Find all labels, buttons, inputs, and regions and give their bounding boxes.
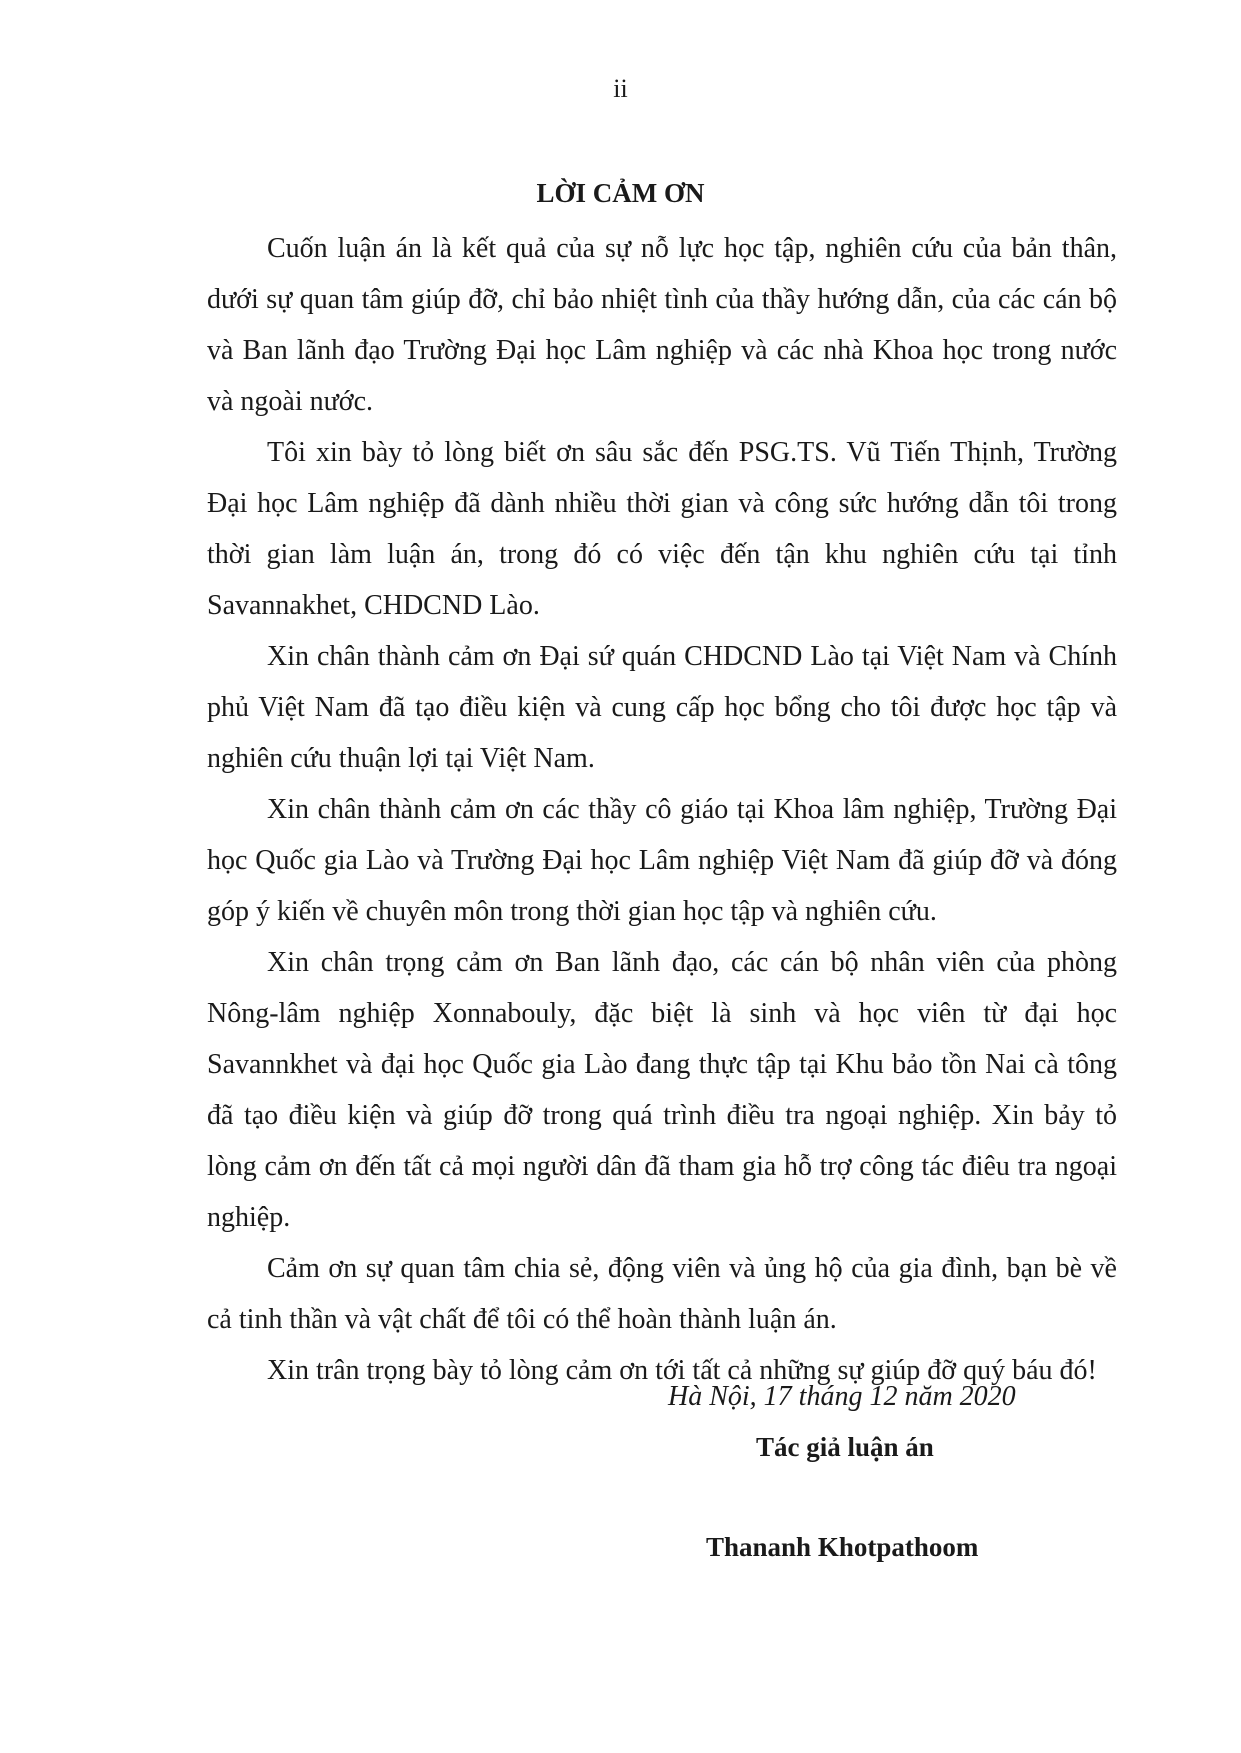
paragraph-3: Xin chân thành cảm ơn Đại sứ quán CHDCND Lào tại Việt Nam và Chính phủ Việt Nam đã tạo điều kiện và cung cấp học bổng cho tôi được học tập và nghiên cứu thuận lợi tại Việt Nam. bbox=[207, 641, 1117, 774]
paragraph-4: Xin chân thành cảm ơn các thầy cô giáo tại Khoa lâm nghiệp, Trường Đại học Quốc gia Lào và Trường Đại học Lâm nghiệp Việt Nam đã giúp đỡ và đóng góp ý kiến về chuyên môn trong thời gian học tập và nghiên cứu. bbox=[207, 794, 1117, 927]
page-number: ii bbox=[613, 74, 628, 103]
document-title: LỜI CẢM ƠN bbox=[536, 178, 705, 208]
paragraph-5: Xin chân trọng cảm ơn Ban lãnh đạo, các cán bộ nhân viên của phòng Nông-lâm nghiệp Xonnabouly, đặc biệt là sinh và học viên từ đại học Savannkhet và đại học Quốc gia Lào đang thực tập tại Khu bảo tồn Nai cà tông đã tạo điều kiện và giúp đỡ trong quá trình điều tra ngoại nghiệp. Xin bảy tỏ lòng cảm ơn đến tất cả mọi người dân đã tham gia hỗ trợ công tác điêu tra ngoại nghiệp. bbox=[207, 947, 1117, 1233]
paragraph-1: Cuốn luận án là kết quả của sự nỗ lực học tập, nghiên cứu của bản thân, dưới sự quan tâm giúp đỡ, chỉ bảo nhiệt tình của thầy hướng dẫn, của các cán bộ và Ban lãnh đạo Trường Đại học Lâm nghiệp và các nhà Khoa học trong nước và ngoài nước. bbox=[207, 233, 1117, 417]
signature-name: Thananh Khotpathoom bbox=[706, 1532, 979, 1562]
acknowledgement-body bbox=[207, 223, 1117, 1396]
signature-role: Tác giả luận án bbox=[756, 1432, 934, 1462]
paragraph-2: Tôi xin bày tỏ lòng biết ơn sâu sắc đến PSG.TS. Vũ Tiến Thịnh, Trường Đại học Lâm nghiệp đã dành nhiều thời gian và công sức hướng dẫn tôi trong thời gian làm luận án, trong đó có việc đến tận khu nghiên cứu tại tỉnh Savannakhet, CHDCND Lào. bbox=[207, 437, 1117, 621]
signature-date: Hà Nội, 17 tháng 12 năm 2020 bbox=[668, 1381, 1016, 1412]
paragraph-6: Cảm ơn sự quan tâm chia sẻ, động viên và ủng hộ của gia đình, bạn bè về cả tinh thần và vật chất để tôi có thể hoàn thành luận án. bbox=[207, 1253, 1117, 1335]
paragraph-7: Xin trân trọng bày tỏ lòng cảm ơn tới tất cả những sự giúp đỡ quý báu đó! bbox=[267, 1355, 1097, 1386]
